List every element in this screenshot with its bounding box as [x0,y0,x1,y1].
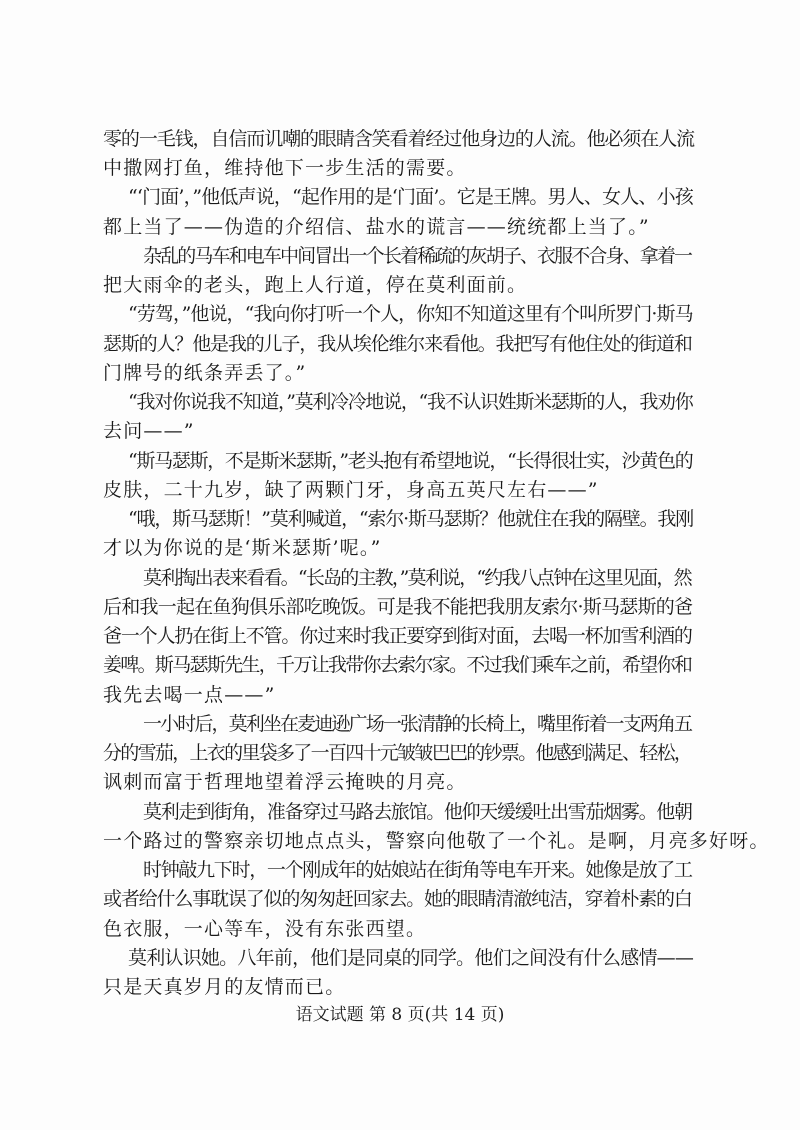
page-footer: 语文试题 第 8 页(共 14 页) [295,1005,505,1025]
text-line: 皮肤，二十九岁，缺了两颗门牙，身高五英尺左右——” [103,479,599,501]
text-line: 爸一个人扔在街上不管。你过来时我正要穿到街对面，去喝一杯加雪利酒的 [103,625,692,647]
text-line: 姜啤。斯马瑟斯先生，千万让我带你去索尔家。不过我们乘车之前，希望你和 [103,654,692,676]
text-line: “劳驾，”他说，“我向你打听一个人，你知不知道这里有个叫所罗门·斯马 [128,303,693,325]
text-line: 一小时后，莫利坐在麦迪逊广场一张清静的长椅上，嘴里衔着一支两角五 [143,713,692,735]
text-line: 莫利认识她。八年前，他们是同桌的同学。他们之间没有什么感情—— [128,947,694,969]
text-line: 都上当了——伪造的介绍信、盐水的谎言——统统都上当了。” [103,216,650,238]
text-line: “‘门面’，”他低声说，“起作用的是‘门面’。它是王牌。男人、女人、小孩 [128,186,693,208]
text-line: 时钟敲九下时，一个刚成年的姑娘站在街角等电车开来。她像是放了工 [143,859,692,881]
text-line: 只是天真岁月的友情而已。 [103,976,346,998]
text-line: 去问——” [103,420,195,442]
text-line: 把大雨伞的老头，跑上人行道，停在莫利面前。 [103,274,528,296]
text-line: 莫利掏出表来看看。“长岛的主教，”莫利说，“约我八点钟在这里见面，然 [143,567,691,589]
text-line: “哦，斯马瑟斯！”莫利喊道，“索尔·斯马瑟斯？他就住在我的隔壁。我刚 [128,508,694,530]
text-line: 零的一毛钱，自信而讥嘲的眼睛含笑看着经过他身边的人流。他必须在人流 [103,128,695,150]
text-line: 中撒网打鱼，维持他下一步生活的需要。 [103,157,467,179]
text-line: 杂乱的马车和电车中间冒出一个长着稀疏的灰胡子、衣服不合身、拿着一 [143,245,692,267]
text-line: 莫利走到街角，准备穿过马路去旅馆。他仰天缓缓吐出雪茄烟雾。他朝 [143,801,692,823]
text-line: 后和我一起在鱼狗俱乐部吃晚饭。可是我不能把我朋友索尔·斯马瑟斯的爸 [103,596,693,618]
text-line: 才以为你说的是‘斯米瑟斯’呢。” [103,537,382,559]
text-line: “斯马瑟斯，不是斯米瑟斯，”老头抱有希望地说，“长得很壮实，沙黄色的 [128,450,693,472]
text-line: 或者给什么事耽误了似的匆匆赶回家去。她的眼睛清澈纯洁，穿着朴素的白 [103,888,692,910]
text-line: 分的雪茄，上衣的里袋多了一百四十元皱皱巴巴的钞票。他感到满足、轻松， [103,742,692,764]
text-line: “我对你说我不知道，”莫利冷冷地说，“我不认识姓斯米瑟斯的人，我劝你 [128,391,693,413]
text-line: 我先去喝一点——” [103,684,276,706]
text-line: 门牌号的纸条弄丢了。” [103,362,307,384]
text-line: 瑟斯的人？他是我的儿子，我从埃伦维尔来看他。我把写有他住处的街道和 [103,333,692,355]
text-line: 色衣服，一心等车，没有东张西望。 [103,918,427,940]
text-line: 讽刺而富于哲理地望着浮云掩映的月亮。 [103,771,467,793]
text-line: 一个路过的警察亲切地点点头，警察向他敬了一个礼。是啊，月亮多好呀。 [103,830,770,852]
